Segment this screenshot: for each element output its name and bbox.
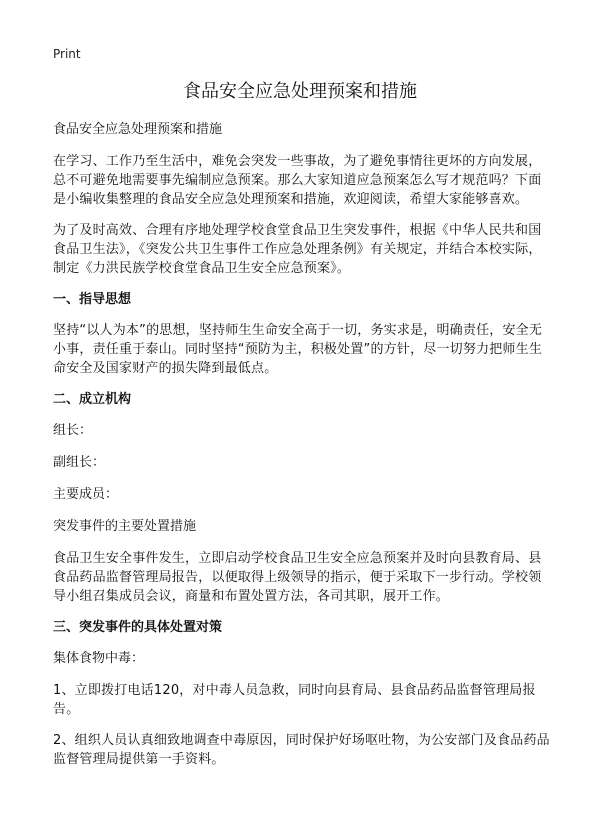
- print-link[interactable]: Print: [53, 47, 81, 61]
- poisoning-heading: 集体食物中毒：: [53, 651, 145, 666]
- intro-paragraph-1: 在学习、工作乃至生活中，难免会突发一些事故，为了避免事情往更坏的方向发展，总不可避免地需要事先编制应急预案。那么大家知道应急预案怎么写才规范吗？下面是小编收集整理的食品安全应急处理预案和措施，欢迎阅读，希望大家能够喜欢。: [53, 154, 542, 207]
- vice-leader-line: 副组长：: [53, 455, 106, 470]
- leader-line: 组长：: [53, 423, 93, 438]
- document-subtitle: 食品安全应急处理预案和措施: [53, 122, 223, 137]
- document-body: [53, 120, 553, 781]
- step-2-paragraph: 2、组织人员认真细致地调查中毒原因，同时保护好场呕吐物，为公安部门及食品药品监督管理局提供第一手资料。: [53, 733, 550, 767]
- measures-heading: 突发事件的主要处置措施: [53, 519, 197, 534]
- intro-paragraph-2: 为了及时高效、合理有序地处理学校食堂食品卫生突发事件，根据《中华人民共和国食品卫生法》，《突发公共卫生事件工作应急处理条例》有关规定，并结合本校实际，制定《力洪民族学校食堂食品卫生安全应急预案》。: [53, 223, 542, 276]
- step-1-paragraph: 1、立即拨打电话120，对中毒人员急救，同时向县育局、县食品药品监督管理局报告。: [53, 683, 536, 717]
- measures-paragraph: 食品卫生安全事件发生，立即启动学校食品卫生安全应急预案并及时向县教育局、县食品药品监督管理局报告，以便取得上级领导的指示，便于采取下一步行动。学校领导小组召集成员会议，商量和布置处置方法，各司其职，展开工作。: [53, 551, 542, 604]
- members-line: 主要成员：: [53, 487, 119, 502]
- section-1-paragraph: 坚持“以人为本”的思想，坚持师生生命安全高于一切，务实求是，明确责任，安全无小事，责任重于泰山。同时坚持“预防为主，积极处置”的方针，尽一切努力把师生生命安全及国家财产的损失降到最低点。: [53, 323, 543, 376]
- section-1-heading: 一、指导思想: [53, 292, 132, 307]
- document-title: 食品安全应急处理预案和措施: [183, 81, 417, 102]
- section-3-heading: 三、突发事件的具体处置对策: [53, 620, 223, 635]
- section-2-heading: 二、成立机构: [53, 392, 132, 407]
